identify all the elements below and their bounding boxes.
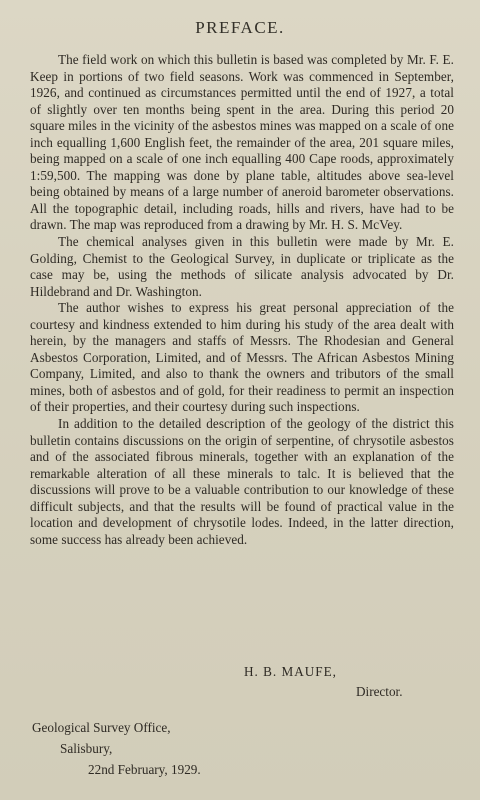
paragraph-field-work: The field work on which this bulletin is based was completed by Mr. F. E. Keep in portions of two field seasons. Work was commenced in September, 1926, and continued as circumstances permitted until the end of 1927, a total of slightly over ten months being spent in the area. During this period 20 square miles in the vicinity of the asbestos mines was mapped on a scale of one inch equalling 1,600 English feet, the remainder of the area, 201 square miles, being mapped on a scale of one inch equalling 400 Cape roods, approximately 1:59,500. The mapping was done by plane table, altitudes above sea-level being obtained by means of a large number of aneroid barometer observations. All the topographic detail, including roads, hills and rivers, have had to be drawn. The map was reproduced from a drawing by Mr. H. S. McVey.: [30, 52, 454, 233]
address-date: 22nd February, 1929.: [88, 762, 201, 777]
paragraph-chemical-analyses: The chemical analyses given in this bulletin were made by Mr. E. Golding, Chemist to the Geological Survey, in duplicate or triplicate as the case may be, using the methods of silicate analysis advocated by Dr. Hildebrand and Dr. Washington.: [30, 234, 454, 299]
paragraph-discussions: In addition to the detailed description of the geology of the district this bulletin contains discussions on the origin of serpentine, of chrysotile asbestos and of the associated fibrous minerals, together with an explanation of the remarkable alteration of all these minerals to talc. It is believed that the discussions will prove to be a valuable contribution to our knowledge of these difficult subjects, and that the results will be found of practical value in the location and development of chrysotile lodes. Indeed, in the latter direction, some success has already been achieved.: [30, 416, 454, 547]
preface-body: [30, 52, 454, 548]
paragraph-acknowledgements: The author wishes to express his great personal appreciation of the courtesy and kindness extended to him during his study of the area dealt with herein, by the managers and staffs of Messrs. The Rhodesian and General Asbestos Corporation, Limited, and of Messrs. The African Asbestos Mining Company, Limited, and also to thank the owners and tributors of the small mines, both of asbestos and of gold, for their readiness to permit an inspection of their properties, and their courtesy during such inspections.: [30, 300, 454, 415]
signature-title: Director.: [356, 684, 403, 699]
page-title: PREFACE.: [195, 18, 285, 37]
signature-name: H. B. MAUFE,: [244, 664, 337, 679]
address-office: Geological Survey Office,: [32, 720, 171, 735]
address-city: Salisbury,: [60, 741, 113, 756]
